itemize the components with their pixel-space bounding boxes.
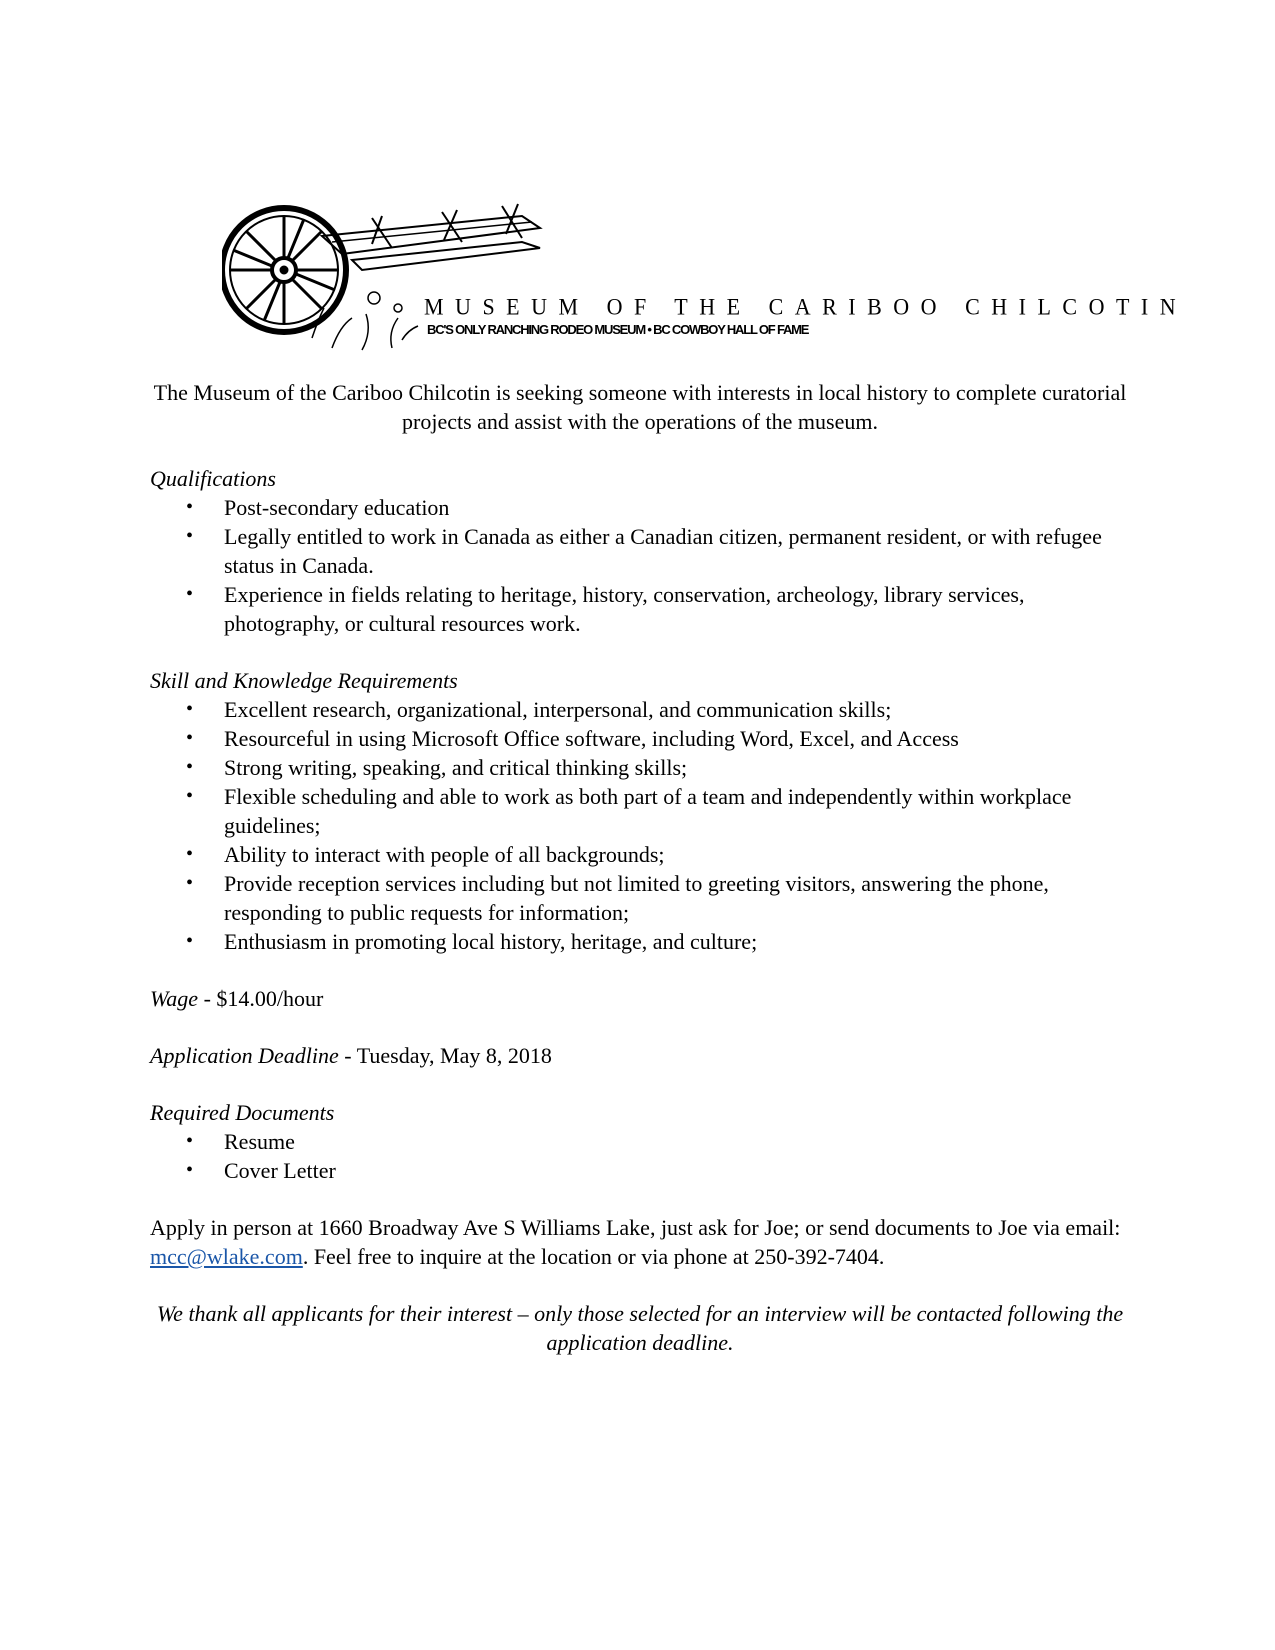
skills-section: [150, 666, 1130, 956]
wagon-wheel-illustration: [222, 198, 1188, 370]
closing-note: We thank all applicants for their interest – only those selected for an interview will be contacted following the application deadline.: [156, 1301, 1124, 1355]
list-item: • Strong writing, speaking, and critical thinking skills;: [224, 753, 1130, 782]
qualifications-section: [150, 464, 1130, 638]
deadline-label: Application Deadline: [150, 1043, 339, 1068]
logo-subtitle: BC'S ONLY RANCHING RODEO MUSEUM • BC COWBOY HALL OF FAME: [427, 322, 809, 337]
job-posting: [150, 378, 1130, 1357]
skills-heading: Skill and Knowledge Requirements: [150, 668, 458, 693]
wage-value: - $14.00/hour: [198, 986, 324, 1011]
apply-section: [150, 1213, 1130, 1271]
apply-text-before: Apply in person at 1660 Broadway Ave S Williams Lake, just ask for Joe; or send documents to Joe via email:: [150, 1215, 1121, 1240]
list-item: • Ability to interact with people of all backgrounds;: [224, 840, 1130, 869]
wage-label: Wage: [150, 986, 199, 1011]
apply-text-after: . Feel free to inquire at the location or via phone at 250-392-7404.: [302, 1244, 885, 1269]
list-item: • Experience in fields relating to heritage, history, conservation, archeology, library services, photography, or cultural resources work.: [224, 580, 1130, 638]
qualifications-heading: Qualifications: [150, 466, 276, 491]
documents-heading: Required Documents: [150, 1100, 335, 1125]
list-item: • Flexible scheduling and able to work as both part of a team and independently within workplace guidelines;: [224, 782, 1130, 840]
list-item: • Excellent research, organizational, interpersonal, and communication skills;: [224, 695, 1130, 724]
intro-paragraph: The Museum of the Cariboo Chilcotin is seeking someone with interests in local history to complete curatorial projects and assist with the operations of the museum.: [153, 380, 1127, 434]
deadline-section: [150, 1041, 1130, 1070]
list-item: • Enthusiasm in promoting local history, heritage, and culture;: [224, 927, 1130, 956]
list-item: • Provide reception services including but not limited to greeting visitors, answering the phone, responding to public requests for information;: [224, 869, 1130, 927]
documents-list: [150, 1127, 1130, 1185]
list-item: • Resourceful in using Microsoft Office software, including Word, Excel, and Access: [224, 724, 1130, 753]
skills-list: [150, 695, 1130, 956]
museum-logo: [222, 198, 1188, 370]
list-item: • Resume: [224, 1127, 1130, 1156]
list-item: • Legally entitled to work in Canada as either a Canadian citizen, permanent resident, or with refugee status in Canada.: [224, 522, 1130, 580]
qualifications-list: [150, 493, 1130, 638]
email-link[interactable]: mcc@wlake.com: [150, 1244, 303, 1269]
list-item: • Cover Letter: [224, 1156, 1130, 1185]
apply-paragraph: [150, 1213, 1130, 1271]
list-item: • Post-secondary education: [224, 493, 1130, 522]
wage-section: [150, 984, 1130, 1013]
documents-section: [150, 1098, 1130, 1185]
logo-title: MUSEUM OF THE CARIBOO CHILCOTIN: [424, 293, 1188, 320]
deadline-value: - Tuesday, May 8, 2018: [338, 1043, 552, 1068]
